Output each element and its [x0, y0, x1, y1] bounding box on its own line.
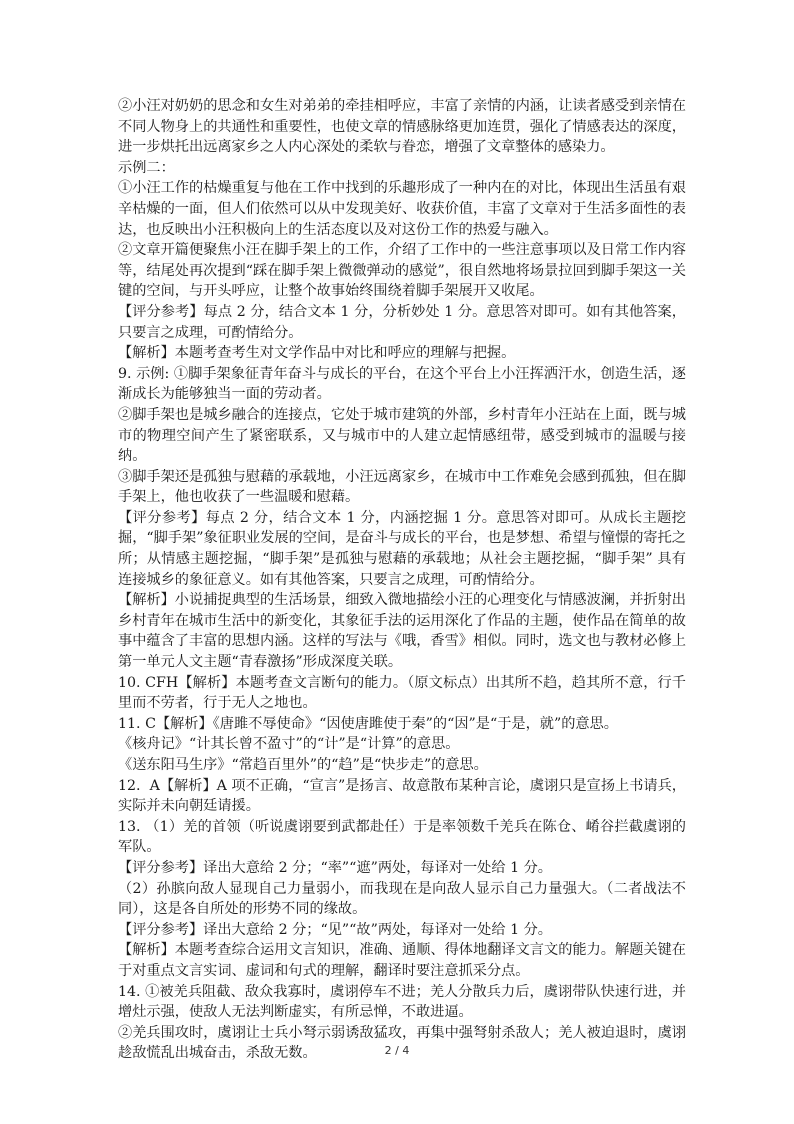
question-14-answer: 14. ①被羌兵阻截、敌众我寡时，虞诩停车不进；羌人分散兵力后，虞诩带队快速行进，并增灶示强，使敌人无法判断虚实，有所忌惮，不敢进逼。	[118, 983, 686, 1021]
answer-line: 《送东阳马生序》“常趋百里外”的“趋”是“快步走”的意思。	[118, 757, 488, 773]
answer-line: ②文章开篇便聚焦小汪在脚手架上的工作，介绍了工作中的一些注意事项以及日常工作内容等，结尾处再次提到“踩在脚手架上微微弹动的感觉”，很自然地将场景拉回到脚手架这一关键的空间，与开头呼应，让整个故事始终围绕着脚手架展开又收尾。	[118, 242, 686, 300]
question-12-answer: 12. A【解析】A 项不正确，“宣言”是扬言、故意散布某种言论，虞诩只是宣扬上书请兵，实际并未向朝廷请援。	[118, 777, 686, 815]
answer-line: ②脚手架也是城乡融合的连接点，它处于城市建筑的外部，乡村青年小汪站在上面，既与城市的物理空间产生了紧密联系，又与城市中的人建立起情感纽带，感受到城市的温暖与接纳。	[118, 406, 686, 465]
question-10-answer: 10. CFH【解析】本题考查文言断句的能力。（原文标点）出其所不趋，趋其所不意，行千里而不劳者，行于无人之地也。	[118, 674, 686, 712]
answer-line: 示例二：	[118, 159, 175, 176]
page-number: 2 / 4	[384, 1044, 410, 1057]
question-9-answer: 9. 示例: ①脚手架象征青年奋斗与成长的平台，在这个平台上小汪挥洒汗水，创造生活，逐渐成长为能够独当一面的劳动者。	[118, 365, 686, 403]
question-11-answer: 11. C【解析】《唐雎不辱使命》“因使唐雎使于秦”的“因”是“于是，就”的意思。	[118, 715, 618, 732]
answer-line: ②小汪对奶奶的思念和女生对弟弟的牵挂相呼应，丰富了亲情的内涵，让读者感受到亲情在不同人物身上的共通性和重要性，也使文章的情感脉络更加连贯，强化了情感表达的深度，进一步烘托出远离家乡之人内心深处的柔软与眷恋，增强了文章整体的感染力。	[118, 98, 686, 156]
answer-line: ①小汪工作的枯燥重复与他在工作中找到的乐趣形成了一种内在的对比，体现出生活虽有艰辛枯燥的一面，但人们依然可以从中发现美好、收获价值，丰富了文章对于生活多面性的表达，也反映出小汪积极向上的生活态度以及对这份工作的热爱与融入。	[118, 180, 686, 238]
answer-line: （2）孙膑向敌人显现自己力量弱小，而我现在是向敌人显示自己力量强大。（二者战法不同），这是各自所处的形势不同的缘故。	[118, 880, 686, 918]
answer-line: 《核舟记》“计其长曾不盈寸”的“计”是“计算”的意思。	[118, 736, 460, 753]
scoring-reference: 【评分参考】每点 2 分，结合文本 1 分，分析妙处 1 分。意思答对即可。如有其他答案，只要言之成理，可酌情给分。	[118, 303, 686, 341]
question-13-answer: 13. （1）羌的首领（听说虞诩要到武都赴任）于是率领数千羌兵在陈仓、崤谷拦截虞诩的军队。	[118, 818, 686, 856]
answer-line: ③脚手架还是孤独与慰藉的承载地，小汪远离家乡，在城市中工作难免会感到孤独，但在脚手架上，他也收获了一些温暖和慰藉。	[118, 468, 686, 506]
scoring-reference: 【评分参考】译出大意给 2 分；“见”“故”两处，每译对一处给 1 分。	[118, 921, 552, 938]
scoring-reference: 【评分参考】译出大意给 2 分；“率”“遮”两处，每译对一处给 1 分。	[118, 859, 552, 876]
document-body	[118, 96, 686, 1064]
scoring-reference: 【评分参考】每点 2 分，结合文本 1 分，内涵挖掘 1 分。意思答对即可。从成长主题挖掘，“脚手架”象征职业发展的空间，是奋斗与成长的平台，也是梦想、希望与憧憬的寄托之所；从情感主题挖掘，“脚手架”是孤独与慰藉的承载地；从社会主题挖掘，“脚手架” 具有连接城乡的象征意义。如有其他答案，只要言之成理，可酌情给分。	[118, 509, 686, 588]
analysis-note: 【解析】小说捕捉典型的生活场景，细致入微地描绘小汪的心理变化与情感波澜，并折射出乡村青年在城市生活中的新变化，其象征手法的运用深化了作品的主题，使作品在简单的故事中蕴含了丰富的思想内涵。这样的写法与《哦，香雪》相似。同时，选文也与教材必修上第一单元人文主题“青春激扬”形成深度关联。	[118, 592, 686, 671]
analysis-note: 【解析】本题考查考生对文学作品中对比和呼应的理解与把握。	[118, 345, 516, 362]
analysis-note: 【解析】本题考查综合运用文言知识，准确、通顺、得体地翻译文言文的能力。解题关键在于对重点文言实词、虚词和句式的理解，翻译时要注意抓采分点。	[118, 942, 686, 979]
answer-line: ②羌兵围攻时，虞诩让士兵小弩示弱诱敌猛攻，再集中强弩射杀敌人；羌人被迫退时，虞诩趁敌慌乱出城奋击，杀敌无数。	[118, 1024, 686, 1062]
